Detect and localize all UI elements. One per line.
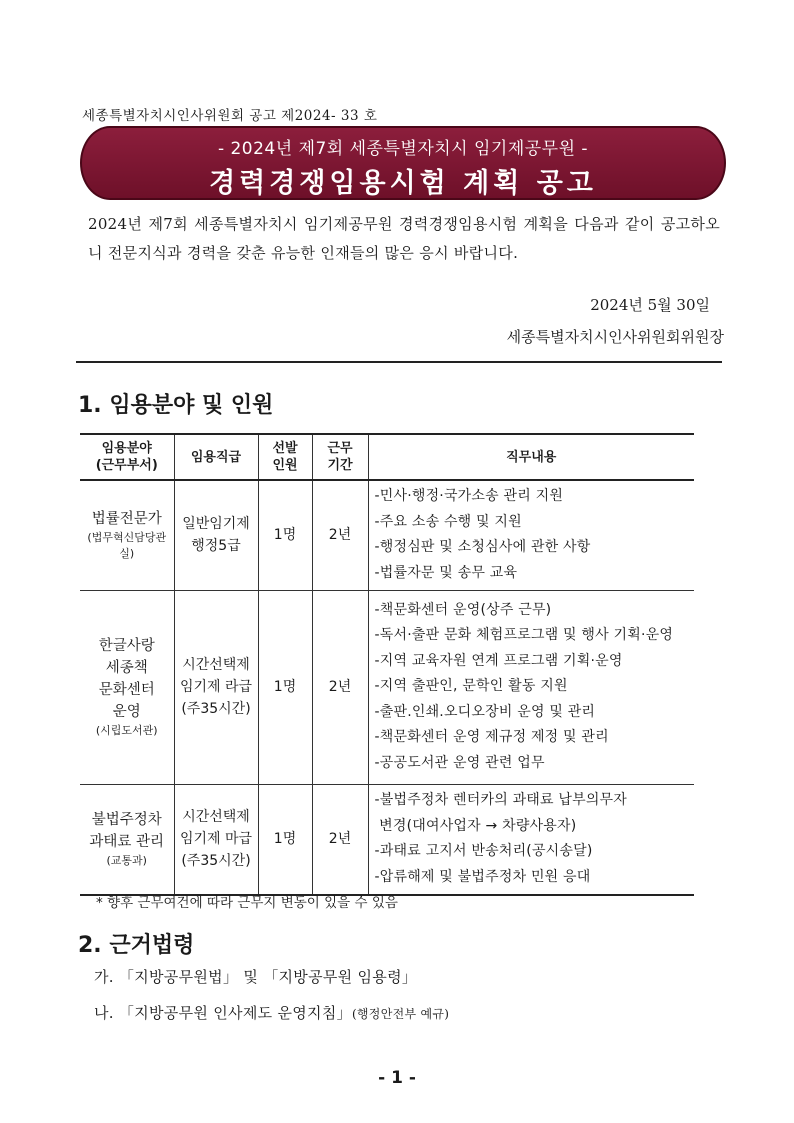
cell-dept: (시립도서관) [95,724,158,737]
cell-count: 1명 [258,590,312,784]
cell-count: 1명 [258,480,312,590]
table-header-row [80,434,694,480]
cell-period: 2년 [312,590,368,784]
cell-period: 2년 [312,784,368,895]
cell-grade: 일반임기제 행정5급 [174,480,258,590]
cell-duties [368,784,694,895]
law-item: 나. 「지방공무원 인사제도 운영지침」(행정안전부 예규) [94,1004,450,1022]
duty-item: -책문화센터 운영(상주 근무) [374,601,552,618]
cell-count: 1명 [258,784,312,895]
law-item: 가. 「지방공무원법」 및 「지방공무원 임용령」 [94,968,418,986]
table-row [80,480,694,590]
duty-item: -독서·출판 문화 체험프로그램 및 행사 기획·운영 [374,627,674,644]
cell-field: 법률전문가 (법무혁신담당관실) [80,480,174,590]
cell-field: 불법주정차 과태료 관리 (교통과) [80,784,174,895]
banner-subtitle: - 2024년 제7회 세종특별자치시 임기제공무원 - [217,139,589,159]
cell-field: 한글사랑 세종책 문화센터 운영 (시립도서관) [80,590,174,784]
header-grade: 임용직급 [174,434,258,480]
duty-item: -법률자문 및 송무 교육 [374,564,518,581]
divider [76,361,722,363]
duty-item: -민사·행정·국가소송 관리 지원 [374,488,564,505]
notice-number: 세종특별자치시인사위원회 공고 제2024- 33 호 [82,108,378,124]
duty-item: -과태료 고지서 반송처리(공시송달) [374,843,593,860]
header-duties: 직무내용 [368,434,694,480]
section2-title: 2. 근거법령 [78,933,195,958]
law-item-suffix: (행정안전부 예규) [351,1007,450,1021]
cell-duties [368,590,694,784]
section1-title: 1. 임용분야 및 인원 [78,393,274,418]
header-period: 근무 기간 [312,434,368,480]
cell-grade: 시간선택제 임기제 라급 (주35시간) [174,590,258,784]
header-count: 선발 인원 [258,434,312,480]
duty-item: -책문화센터 운영 제규정 제정 및 관리 [374,729,609,746]
cell-dept: (교통과) [106,854,147,868]
cell-period: 2년 [312,480,368,590]
duty-item: -불법주정차 렌터카의 과태료 납부의무자 [374,792,628,809]
duty-item: -출판.인쇄.오디오장비 운영 및 관리 [374,703,596,720]
table-note: * 향후 근무여건에 따라 근무지 변동이 있을 수 있음 [96,895,398,911]
header-field: 임용분야 (근무부서) [80,434,174,480]
intro-paragraph: 2024년 제7회 세종특별자치시 임기제공무원 경력경쟁임용시험 계획을 다음과 같이 공고하오니 전문지식과 경력을 갖춘 유능한 인재들의 많은 응시 바랍니다. [88,215,720,262]
duty-item: -공공도서관 운영 관련 업무 [374,754,545,771]
duty-item: -압류해제 및 불법주정차 민원 응대 [374,868,591,885]
issuer: 세종특별자치시인사위원회위원장 [506,328,724,346]
recruitment-table [80,433,694,896]
cell-duties [368,480,694,590]
duty-item: -주요 소송 수행 및 지원 [374,513,522,530]
duty-item: -행정심판 및 소청심사에 관한 사항 [374,539,591,556]
page-number: - 1 - [378,1068,416,1088]
title-banner [80,126,726,200]
table-row [80,784,694,895]
duty-item: -지역 출판인, 문학인 활동 지원 [374,678,568,695]
duty-item: 변경(대여사업자 → 차량사용자) [374,817,577,834]
duty-item: -지역 교육자원 연계 프로그램 기획·운영 [374,652,623,669]
cell-dept: (법무혁신담당관실) [87,531,167,561]
notice-date: 2024년 5월 30일 [590,296,710,314]
table-row [80,590,694,784]
cell-grade: 시간선택제 임기제 마급 (주35시간) [174,784,258,895]
banner-title: 경력경쟁임용시험 계획 공고 [209,168,597,199]
